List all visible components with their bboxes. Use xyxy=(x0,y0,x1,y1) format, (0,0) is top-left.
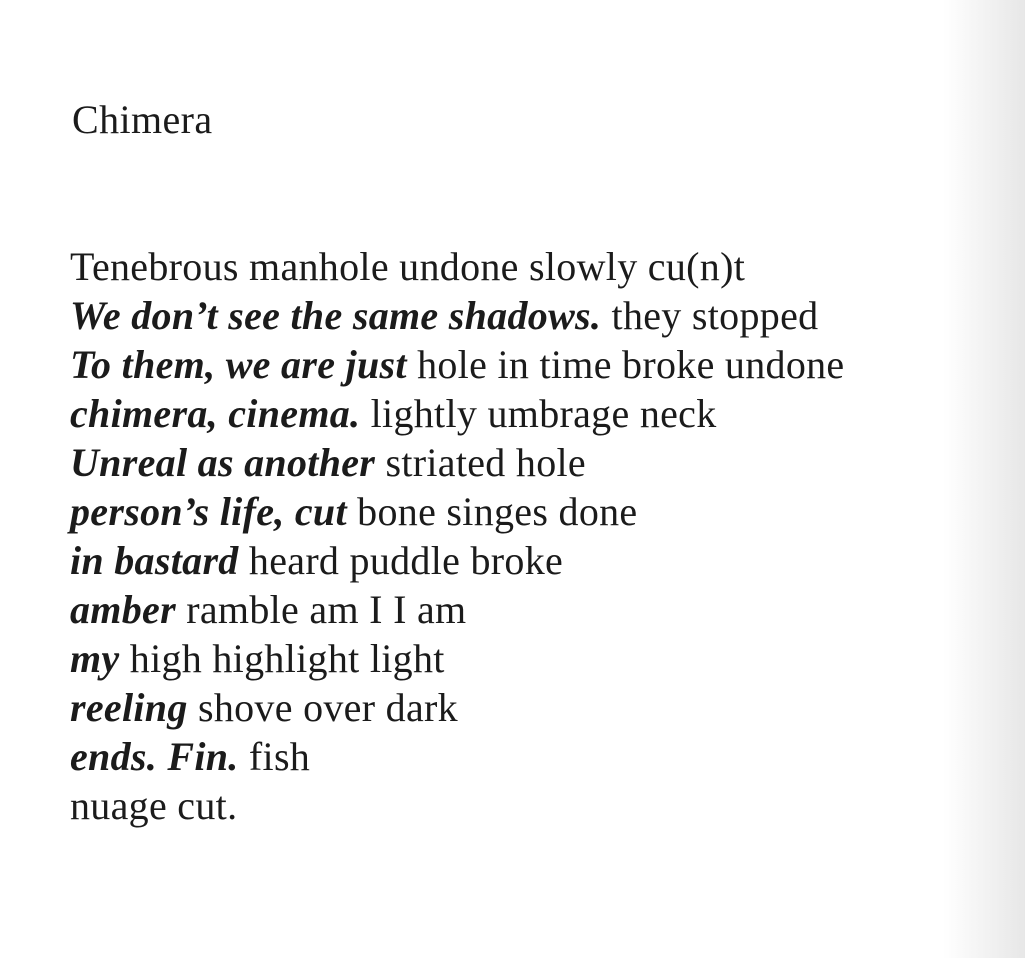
poem-line-roman: nuage cut. xyxy=(70,783,238,828)
poem-line-italic: reeling xyxy=(70,685,188,730)
poem-line xyxy=(70,683,844,732)
poem-line-roman: lightly umbrage neck xyxy=(360,391,717,436)
poem-line-italic: my xyxy=(70,636,120,681)
poem-line xyxy=(70,487,844,536)
poem-line-italic: chimera, cinema. xyxy=(70,391,361,436)
poem-line-italic: person’s life, cut xyxy=(70,489,347,534)
poem-line-roman: ramble am I I am xyxy=(175,587,467,632)
poem-line-italic: ends. Fin. xyxy=(70,734,239,779)
poem-line xyxy=(70,585,844,634)
poem-line xyxy=(70,389,844,438)
poem-line-roman: bone singes done xyxy=(346,489,638,534)
poem-line xyxy=(70,781,844,830)
poem-line-roman: hole in time broke undone xyxy=(406,342,845,387)
poem-line-roman: Tenebrous manhole undone slowly cu(n)t xyxy=(70,244,746,289)
poem-line-italic: Unreal as another xyxy=(70,440,376,485)
poem-line xyxy=(70,634,844,683)
poem-line xyxy=(70,438,844,487)
poem-line-italic: amber xyxy=(70,587,176,632)
poem-line-italic: To them, we are just xyxy=(70,342,407,387)
poem-body xyxy=(70,242,844,830)
poem-line-italic: We don’t see the same shadows. xyxy=(70,293,602,338)
poem-line xyxy=(70,242,844,291)
poem-line-roman: striated hole xyxy=(375,440,586,485)
poem-line xyxy=(70,340,844,389)
poem-line-italic: in bastard xyxy=(70,538,239,583)
poem-title: Chimera xyxy=(72,97,213,142)
poem-line-roman: fish xyxy=(238,734,311,779)
poem-line-roman: shove over dark xyxy=(187,685,458,730)
poem-line-roman: heard puddle broke xyxy=(238,538,564,583)
poem-line-roman: they stopped xyxy=(601,293,819,338)
poem-line-roman: high highlight light xyxy=(119,636,445,681)
poem-line xyxy=(70,732,844,781)
poem-line xyxy=(70,536,844,585)
poem-line xyxy=(70,291,844,340)
